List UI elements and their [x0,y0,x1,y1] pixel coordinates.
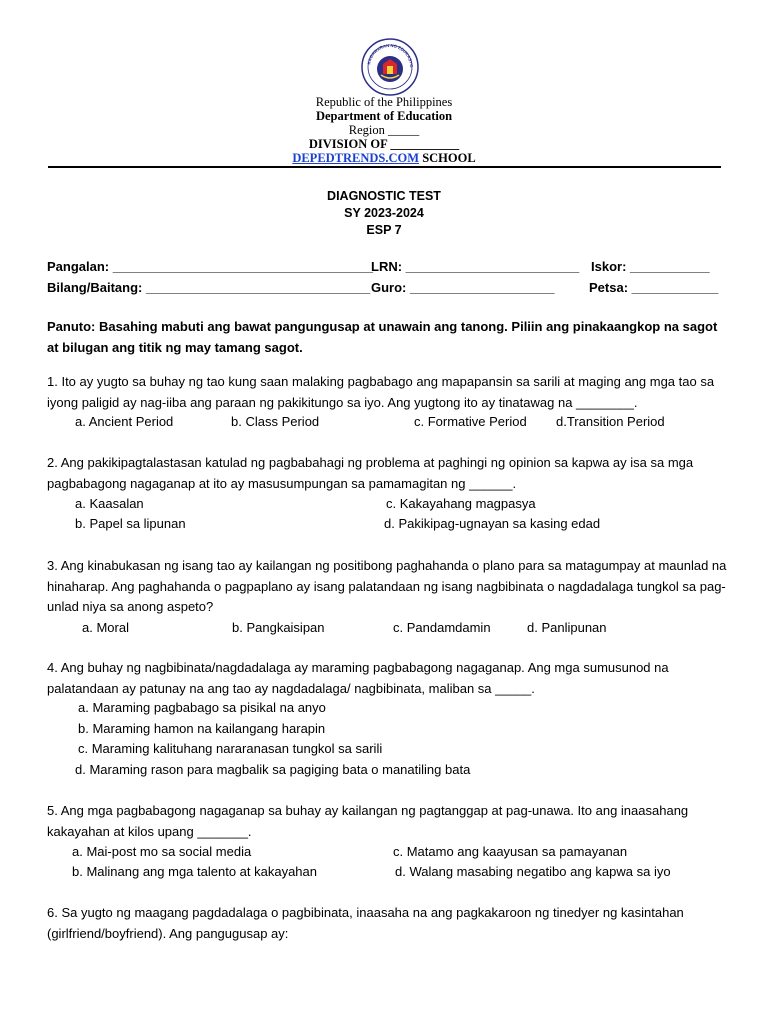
q1-option-b[interactable]: b. Class Period [231,414,320,429]
svg-text:KAGAWARAN NG EDUKASYON: KAGAWARAN NG EDUKASYO [366,42,415,68]
q5-option-d[interactable]: d. Walang masabing negatibo ang kapwa sa iyo [395,864,671,879]
q4-option-d[interactable]: d. Maraming rason para magbalik sa pagiging bata o manatiling bata [75,762,471,777]
header-rule [48,166,721,168]
teacher-field[interactable]: Guro: ____________________ [371,280,555,295]
q5-option-a[interactable]: a. Mai-post mo sa social media [72,844,252,859]
republic-line: Republic of the Philippines [315,95,453,109]
q3-option-d[interactable]: d. Panlipunan [527,620,607,635]
q2-option-d[interactable]: d. Pakikipag-ugnayan sa kasing edad [384,516,601,531]
q1-option-c[interactable]: c. Formative Period [414,414,527,429]
q3-option-c[interactable]: c. Pandamdamin [393,620,491,635]
q2-option-b[interactable]: b. Papel sa lipunan [75,516,186,531]
question-6: 6. Sa yugto ng maagang pagdadalaga o pagbibinata, inaasaha na ang pagkakaroon ng tinedyer ng kasintahan (girlfriend/boyfriend). Ang pangugusap ay: [47,905,684,941]
q2-option-a[interactable]: a. Kaasalan [75,496,144,511]
school-link[interactable]: DEPEDTRENDS.COM [292,151,420,165]
q5-option-c[interactable]: c. Matamo ang kaayusan sa pamayanan [393,844,628,859]
date-field[interactable]: Petsa: ____________ [589,280,719,295]
question-1: 1. Ito ay yugto sa buhay ng tao kung saan malaking pagbabago ang mapapansin sa sarili at maging ang mga tao sa iyong paligid ay nag-iiba ang paraan ng pakikitungo sa iyo. Ang yugtong ito ay tinatawag na ________. [47,374,715,410]
q2-option-c[interactable]: c. Kakayahang magpasya [386,496,536,511]
q4-option-b[interactable]: b. Maraming hamon na kailangang harapin [78,721,326,736]
school-suffix: SCHOOL [419,151,476,165]
instructions: Panuto: Basahing mabuti ang bawat pangungusap at unawain ang tanong. Piliin ang pinakaangkop na sagot at bilugan ang titik ng may tamang sagot. [47,319,718,355]
subject-title: ESP 7 [366,223,402,237]
deped-seal-icon [361,38,419,96]
school-line [0,151,768,165]
q3-option-b[interactable]: b. Pangkaisipan [232,620,325,635]
name-field[interactable]: Pangalan: ____________________________________ [47,259,374,274]
question-3: 3. Ang kinabukasan ng isang tao ay kailangan ng positibong paghahanda o plano para sa matagumpay at maunlad na hinaharap. Ang paghahanda o pagpaplano ay isang palatandaan ng isang nagbibinata o nagdadalaga tungkol sa pag-unlad niya sa anong aspeto? [47,558,727,614]
q5-option-b[interactable]: b. Malinang ang mga talento at kakayahan [72,864,318,879]
q1-option-d[interactable]: d.Transition Period [556,414,665,429]
division-line: DIVISION OF ___________ [308,137,460,151]
score-field[interactable]: Iskor: ___________ [591,259,710,274]
question-2: 2. Ang pakikipagtalastasan katulad ng pagbabahagi ng problema at paghingi ng opinion sa kapwa ay isa sa mga pagbabagong nagaganap at ito ay masusumpungan sa pamamagitan ng ______. [47,455,694,491]
lrn-field[interactable]: LRN: ________________________ [371,259,580,274]
question-5: 5. Ang mga pagbabagong nagaganap sa buhay ay kailangan ng pagtanggap at pag-unawa. Ito ang inaasahang kakayahan at kilos upang _______. [47,803,689,839]
q4-option-a[interactable]: a. Maraming pagbabago sa pisikal na anyo [78,700,326,715]
question-4: 4. Ang buhay ng nagbibinata/nagdadalaga ay maraming pagbabagong nagaganap. Ang mga sumusunod na palatandaan ay patunay na ang tao ay nagdadalaga/ nagbibinata, maliban sa _____. [47,660,669,696]
department-line: Department of Education [315,109,453,123]
grade-section-field[interactable]: Bilang/Baitang: _______________________________ [47,280,371,295]
test-title: DIAGNOSTIC TEST [327,189,441,203]
school-year: SY 2023-2024 [344,206,424,220]
q3-option-a[interactable]: a. Moral [82,620,129,635]
q1-option-a[interactable]: a. Ancient Period [75,414,174,429]
region-line: Region _____ [348,123,420,137]
q4-option-c[interactable]: c. Maraming kalituhang nararanasan tungkol sa sarili [78,741,383,756]
